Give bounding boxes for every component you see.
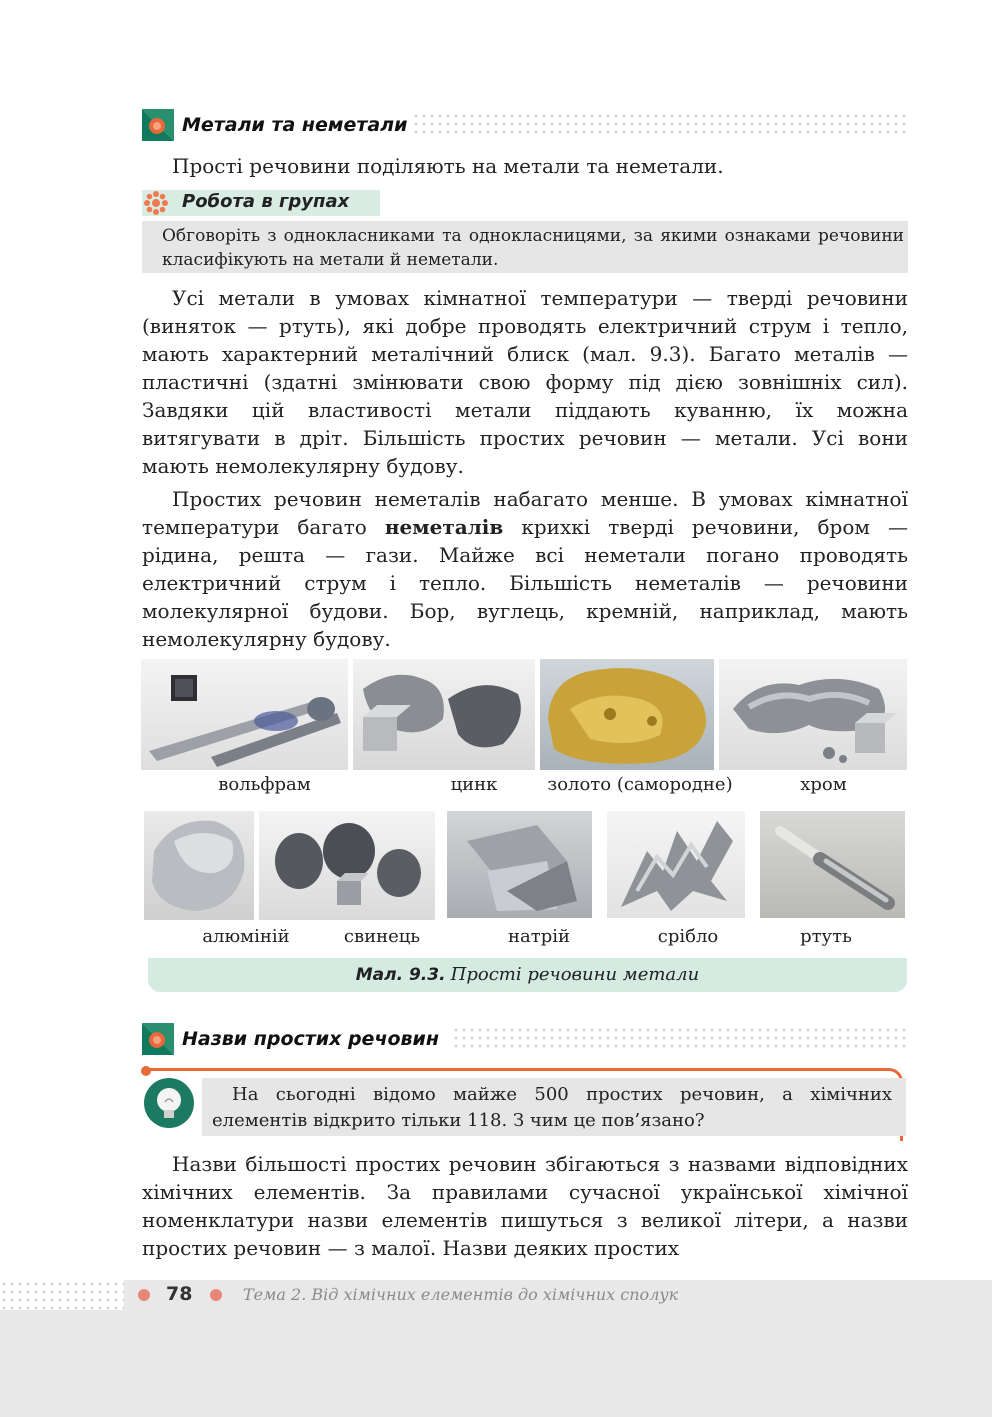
figure-label: Мал. 9.3. — [355, 965, 446, 985]
section-marker-icon — [142, 1023, 174, 1055]
section-header-names — [142, 1022, 439, 1056]
photo-zinc — [353, 659, 535, 770]
page-number: 78 — [166, 1283, 193, 1305]
paragraph-nonmetals-end: крихкі тверді речовини, бром — рідина, решта — гази. Майже всі неметали погано проводять електричний струм і тепло. Більшість неметалів — речовини молекулярної будови. Бор, вуглець, кремній, наприклад, мають немолекулярну будову. — [142, 515, 908, 651]
caption-sodium: натрій — [508, 926, 570, 947]
figure-caption-text: Прості речовини метали — [450, 964, 700, 985]
section-title: Метали та неметали — [182, 114, 408, 136]
caption-aluminium: алюміній — [202, 926, 290, 947]
photo-silver — [607, 811, 745, 918]
paragraph-names: Назви більшості простих речовин збігаються з назвами відповідних хімічних елементів. За правилами сучасної української хімічної номенклатури назви елементів пишуться з великої літери, а назви простих речовин — з малої. Назви деяких простих — [142, 1152, 908, 1260]
paragraph-nonmetals-start: Простих речовин неметалів набагато менше. В умовах кімнатної температури багато — [142, 487, 908, 539]
paragraph-metals: Усі метали в умовах кімнатної температури — тверді речовини (виняток — ртуть), які добре проводять електричний струм і тепло, мають характерний металічний блиск (мал. 9.3). Багато металів — пластичні (здатні змінювати свою форму під дією зовнішніх сил). Завдяки цій властивості метали піддають куванню, їх можна витягувати в дріт. Більшість простих речовин — метали. Усі вони мають немолекулярну будову. — [142, 286, 908, 478]
footer-dots-decoration — [0, 1280, 124, 1310]
photo-tungsten — [141, 659, 348, 770]
caption-silver: срібло — [657, 926, 719, 947]
group-work-text: Обговоріть з однокласниками та однокласницями, за якими ознаками речовини класифікують на метали й неметали. — [162, 226, 904, 270]
group-work-box — [142, 221, 908, 273]
photo-lead — [259, 811, 435, 920]
figure-caption — [148, 958, 907, 992]
photo-aluminium — [144, 811, 254, 920]
question-box — [202, 1078, 906, 1136]
section-marker-icon — [142, 109, 174, 141]
section-header-metals — [142, 108, 407, 142]
photo-gold — [540, 659, 714, 770]
lightbulb-icon — [144, 1078, 194, 1128]
section-title: Назви простих речовин — [182, 1028, 440, 1050]
paragraph-nonmetals — [142, 485, 908, 653]
intro-text: Прості речовини поділяють на метали та неметали. — [172, 154, 724, 178]
caption-mercury: ртуть — [800, 926, 852, 947]
photo-mercury — [760, 811, 905, 918]
question-dot-marker — [141, 1066, 151, 1076]
term-nonmetals: неметалів — [384, 515, 504, 539]
caption-lead: свинець — [343, 926, 421, 947]
section-dots-decoration — [452, 1026, 908, 1048]
group-icon — [142, 189, 170, 217]
caption-gold: золото (самородне) — [547, 774, 733, 795]
photo-chromium — [719, 659, 907, 770]
footer-dot-right — [210, 1289, 222, 1301]
photo-sodium — [447, 811, 592, 918]
caption-tungsten: вольфрам — [218, 774, 311, 795]
section-dots-decoration — [412, 112, 908, 134]
caption-zinc: цинк — [450, 774, 498, 795]
footer-dot-left — [138, 1289, 150, 1301]
question-text: На сьогодні відомо майже 500 простих речовин, а хімічних елементів відкрито тільки 118. З чим це пов’язано? — [212, 1084, 892, 1131]
caption-chromium: хром — [800, 774, 847, 795]
page-footer — [0, 1280, 992, 1417]
footer-topic: Тема 2. Від хімічних елементів до хімічних сполук — [243, 1285, 679, 1304]
group-work-title: Робота в групах — [182, 191, 350, 212]
